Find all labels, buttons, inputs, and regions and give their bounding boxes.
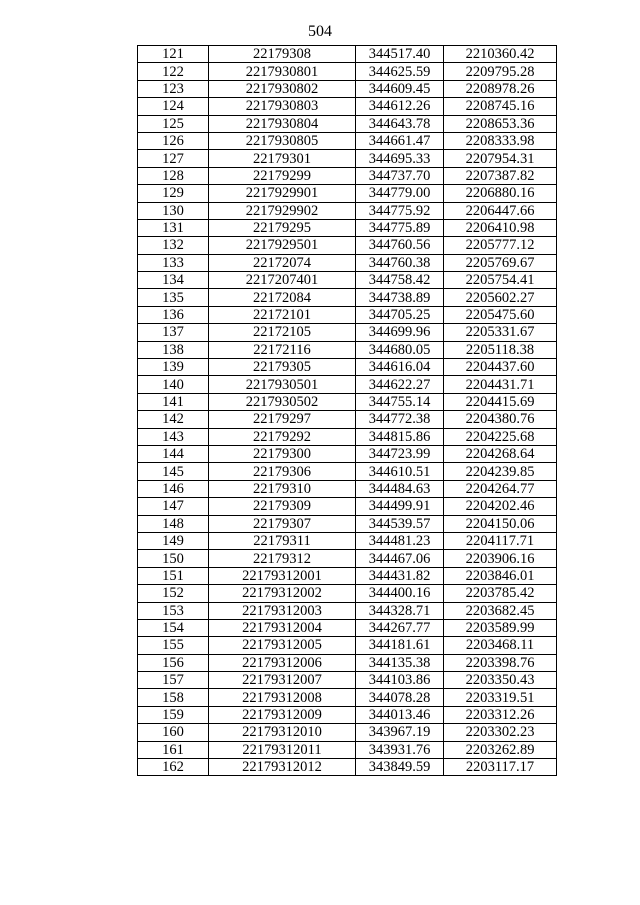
y-coordinate-cell: 2208333.98 — [444, 132, 557, 149]
point-id-cell: 22172105 — [209, 324, 356, 341]
row-number-cell: 134 — [138, 272, 209, 289]
y-coordinate-cell: 2208653.36 — [444, 115, 557, 132]
table-row — [138, 46, 557, 63]
row-number-cell: 161 — [138, 741, 209, 758]
x-coordinate-cell: 344431.82 — [356, 567, 444, 584]
y-coordinate-cell: 2205118.38 — [444, 341, 557, 358]
point-id-cell: 22179312004 — [209, 619, 356, 636]
row-number-cell: 151 — [138, 567, 209, 584]
row-number-cell: 125 — [138, 115, 209, 132]
row-number-cell: 128 — [138, 167, 209, 184]
row-number-cell: 150 — [138, 550, 209, 567]
x-coordinate-cell: 344078.28 — [356, 689, 444, 706]
x-coordinate-cell: 344815.86 — [356, 428, 444, 445]
point-id-cell: 22179312012 — [209, 759, 356, 776]
table-row — [138, 115, 557, 132]
y-coordinate-cell: 2206447.66 — [444, 202, 557, 219]
table-row — [138, 80, 557, 97]
x-coordinate-cell: 344737.70 — [356, 167, 444, 184]
y-coordinate-cell: 2203398.76 — [444, 654, 557, 671]
table-row — [138, 411, 557, 428]
point-id-cell: 2217929901 — [209, 185, 356, 202]
row-number-cell: 144 — [138, 445, 209, 462]
table-row — [138, 637, 557, 654]
x-coordinate-cell: 344738.89 — [356, 289, 444, 306]
point-id-cell: 2217930802 — [209, 80, 356, 97]
x-coordinate-cell: 344609.45 — [356, 80, 444, 97]
y-coordinate-cell: 2205777.12 — [444, 237, 557, 254]
x-coordinate-cell: 344517.40 — [356, 46, 444, 63]
point-id-cell: 22179308 — [209, 46, 356, 63]
x-coordinate-cell: 344661.47 — [356, 132, 444, 149]
point-id-cell: 22179300 — [209, 445, 356, 462]
table-row — [138, 689, 557, 706]
x-coordinate-cell: 344267.77 — [356, 619, 444, 636]
y-coordinate-cell: 2205475.60 — [444, 306, 557, 323]
table-row — [138, 619, 557, 636]
point-id-cell: 22179312008 — [209, 689, 356, 706]
y-coordinate-cell: 2203117.17 — [444, 759, 557, 776]
point-id-cell: 22179312010 — [209, 724, 356, 741]
row-number-cell: 133 — [138, 254, 209, 271]
page-number: 504 — [308, 23, 332, 40]
table-row — [138, 185, 557, 202]
x-coordinate-cell: 344481.23 — [356, 532, 444, 549]
y-coordinate-cell: 2209795.28 — [444, 63, 557, 80]
x-coordinate-cell: 344775.92 — [356, 202, 444, 219]
x-coordinate-cell: 344643.78 — [356, 115, 444, 132]
point-id-cell: 22179312 — [209, 550, 356, 567]
point-id-cell: 2217929501 — [209, 237, 356, 254]
y-coordinate-cell: 2203262.89 — [444, 741, 557, 758]
row-number-cell: 145 — [138, 463, 209, 480]
y-coordinate-cell: 2204239.85 — [444, 463, 557, 480]
x-coordinate-cell: 343849.59 — [356, 759, 444, 776]
table-row — [138, 376, 557, 393]
point-id-cell: 2217930801 — [209, 63, 356, 80]
row-number-cell: 142 — [138, 411, 209, 428]
point-id-cell: 22179299 — [209, 167, 356, 184]
point-id-cell: 22179309 — [209, 498, 356, 515]
x-coordinate-cell: 344760.38 — [356, 254, 444, 271]
table-row — [138, 480, 557, 497]
table-row — [138, 150, 557, 167]
point-id-cell: 22179305 — [209, 359, 356, 376]
y-coordinate-cell: 2204202.46 — [444, 498, 557, 515]
coordinates-table — [137, 45, 557, 776]
point-id-cell: 22179297 — [209, 411, 356, 428]
y-coordinate-cell: 2204380.76 — [444, 411, 557, 428]
x-coordinate-cell: 344760.56 — [356, 237, 444, 254]
table-row — [138, 498, 557, 515]
point-id-cell: 22179312011 — [209, 741, 356, 758]
table-row — [138, 654, 557, 671]
row-number-cell: 130 — [138, 202, 209, 219]
y-coordinate-cell: 2205754.41 — [444, 272, 557, 289]
y-coordinate-cell: 2204437.60 — [444, 359, 557, 376]
x-coordinate-cell: 344103.86 — [356, 672, 444, 689]
y-coordinate-cell: 2203785.42 — [444, 585, 557, 602]
y-coordinate-cell: 2203589.99 — [444, 619, 557, 636]
table-row — [138, 306, 557, 323]
x-coordinate-cell: 344616.04 — [356, 359, 444, 376]
y-coordinate-cell: 2206880.16 — [444, 185, 557, 202]
point-id-cell: 2217930501 — [209, 376, 356, 393]
x-coordinate-cell: 344755.14 — [356, 393, 444, 410]
table-row — [138, 272, 557, 289]
table-row — [138, 550, 557, 567]
row-number-cell: 124 — [138, 98, 209, 115]
row-number-cell: 139 — [138, 359, 209, 376]
x-coordinate-cell: 344539.57 — [356, 515, 444, 532]
table-row — [138, 63, 557, 80]
y-coordinate-cell: 2203468.11 — [444, 637, 557, 654]
x-coordinate-cell: 344612.26 — [356, 98, 444, 115]
point-id-cell: 22172116 — [209, 341, 356, 358]
row-number-cell: 136 — [138, 306, 209, 323]
point-id-cell: 2217930502 — [209, 393, 356, 410]
point-id-cell: 2217207401 — [209, 272, 356, 289]
point-id-cell: 2217929902 — [209, 202, 356, 219]
row-number-cell: 121 — [138, 46, 209, 63]
y-coordinate-cell: 2207387.82 — [444, 167, 557, 184]
y-coordinate-cell: 2203846.01 — [444, 567, 557, 584]
y-coordinate-cell: 2204225.68 — [444, 428, 557, 445]
point-id-cell: 2217930805 — [209, 132, 356, 149]
table-row — [138, 759, 557, 776]
x-coordinate-cell: 344775.89 — [356, 219, 444, 236]
table-row — [138, 237, 557, 254]
point-id-cell: 22179295 — [209, 219, 356, 236]
y-coordinate-cell: 2203302.23 — [444, 724, 557, 741]
point-id-cell: 22179312007 — [209, 672, 356, 689]
x-coordinate-cell: 344499.91 — [356, 498, 444, 515]
x-coordinate-cell: 344622.27 — [356, 376, 444, 393]
table-row — [138, 532, 557, 549]
row-number-cell: 122 — [138, 63, 209, 80]
row-number-cell: 159 — [138, 706, 209, 723]
point-id-cell: 22179312006 — [209, 654, 356, 671]
point-id-cell: 22179310 — [209, 480, 356, 497]
x-coordinate-cell: 343931.76 — [356, 741, 444, 758]
point-id-cell: 22179307 — [209, 515, 356, 532]
point-id-cell: 22172101 — [209, 306, 356, 323]
row-number-cell: 140 — [138, 376, 209, 393]
x-coordinate-cell: 344705.25 — [356, 306, 444, 323]
x-coordinate-cell: 344772.38 — [356, 411, 444, 428]
table-row — [138, 672, 557, 689]
x-coordinate-cell: 344758.42 — [356, 272, 444, 289]
row-number-cell: 137 — [138, 324, 209, 341]
row-number-cell: 160 — [138, 724, 209, 741]
point-id-cell: 22179312002 — [209, 585, 356, 602]
row-number-cell: 155 — [138, 637, 209, 654]
x-coordinate-cell: 344135.38 — [356, 654, 444, 671]
row-number-cell: 152 — [138, 585, 209, 602]
x-coordinate-cell: 344779.00 — [356, 185, 444, 202]
table-row — [138, 741, 557, 758]
row-number-cell: 153 — [138, 602, 209, 619]
point-id-cell: 22179312009 — [209, 706, 356, 723]
table-row — [138, 602, 557, 619]
table-row — [138, 428, 557, 445]
point-id-cell: 2217930804 — [209, 115, 356, 132]
y-coordinate-cell: 2204415.69 — [444, 393, 557, 410]
table-row — [138, 706, 557, 723]
table-row — [138, 289, 557, 306]
y-coordinate-cell: 2203319.51 — [444, 689, 557, 706]
table-row — [138, 324, 557, 341]
x-coordinate-cell: 344723.99 — [356, 445, 444, 462]
row-number-cell: 143 — [138, 428, 209, 445]
table-row — [138, 219, 557, 236]
y-coordinate-cell: 2203350.43 — [444, 672, 557, 689]
row-number-cell: 154 — [138, 619, 209, 636]
y-coordinate-cell: 2203312.26 — [444, 706, 557, 723]
x-coordinate-cell: 344181.61 — [356, 637, 444, 654]
y-coordinate-cell: 2203906.16 — [444, 550, 557, 567]
table-row — [138, 98, 557, 115]
row-number-cell: 147 — [138, 498, 209, 515]
table-row — [138, 463, 557, 480]
point-id-cell: 22179312005 — [209, 637, 356, 654]
table-row — [138, 202, 557, 219]
x-coordinate-cell: 344699.96 — [356, 324, 444, 341]
table-row — [138, 445, 557, 462]
x-coordinate-cell: 344400.16 — [356, 585, 444, 602]
row-number-cell: 149 — [138, 532, 209, 549]
row-number-cell: 156 — [138, 654, 209, 671]
coordinates-table-body — [138, 46, 557, 776]
y-coordinate-cell: 2204264.77 — [444, 480, 557, 497]
x-coordinate-cell: 344484.63 — [356, 480, 444, 497]
table-row — [138, 585, 557, 602]
y-coordinate-cell: 2205769.67 — [444, 254, 557, 271]
y-coordinate-cell: 2204431.71 — [444, 376, 557, 393]
row-number-cell: 126 — [138, 132, 209, 149]
y-coordinate-cell: 2207954.31 — [444, 150, 557, 167]
x-coordinate-cell: 344467.06 — [356, 550, 444, 567]
row-number-cell: 162 — [138, 759, 209, 776]
row-number-cell: 148 — [138, 515, 209, 532]
y-coordinate-cell: 2210360.42 — [444, 46, 557, 63]
table-row — [138, 341, 557, 358]
x-coordinate-cell: 344695.33 — [356, 150, 444, 167]
row-number-cell: 157 — [138, 672, 209, 689]
y-coordinate-cell: 2208745.16 — [444, 98, 557, 115]
point-id-cell: 22179301 — [209, 150, 356, 167]
row-number-cell: 138 — [138, 341, 209, 358]
row-number-cell: 132 — [138, 237, 209, 254]
table-row — [138, 359, 557, 376]
row-number-cell: 135 — [138, 289, 209, 306]
x-coordinate-cell: 344013.46 — [356, 706, 444, 723]
table-row — [138, 132, 557, 149]
row-number-cell: 127 — [138, 150, 209, 167]
x-coordinate-cell: 344625.59 — [356, 63, 444, 80]
point-id-cell: 22179311 — [209, 532, 356, 549]
point-id-cell: 22172074 — [209, 254, 356, 271]
row-number-cell: 131 — [138, 219, 209, 236]
table-row — [138, 167, 557, 184]
table-row — [138, 393, 557, 410]
point-id-cell: 22179312001 — [209, 567, 356, 584]
y-coordinate-cell: 2206410.98 — [444, 219, 557, 236]
row-number-cell: 158 — [138, 689, 209, 706]
y-coordinate-cell: 2203682.45 — [444, 602, 557, 619]
point-id-cell: 22179312003 — [209, 602, 356, 619]
x-coordinate-cell: 344328.71 — [356, 602, 444, 619]
y-coordinate-cell: 2205331.67 — [444, 324, 557, 341]
point-id-cell: 2217930803 — [209, 98, 356, 115]
row-number-cell: 129 — [138, 185, 209, 202]
table-row — [138, 515, 557, 532]
y-coordinate-cell: 2204268.64 — [444, 445, 557, 462]
row-number-cell: 141 — [138, 393, 209, 410]
table-row — [138, 567, 557, 584]
table-row — [138, 724, 557, 741]
x-coordinate-cell: 343967.19 — [356, 724, 444, 741]
row-number-cell: 123 — [138, 80, 209, 97]
point-id-cell: 22179306 — [209, 463, 356, 480]
y-coordinate-cell: 2205602.27 — [444, 289, 557, 306]
point-id-cell: 22172084 — [209, 289, 356, 306]
y-coordinate-cell: 2208978.26 — [444, 80, 557, 97]
table-row — [138, 254, 557, 271]
point-id-cell: 22179292 — [209, 428, 356, 445]
y-coordinate-cell: 2204117.71 — [444, 532, 557, 549]
x-coordinate-cell: 344680.05 — [356, 341, 444, 358]
x-coordinate-cell: 344610.51 — [356, 463, 444, 480]
y-coordinate-cell: 2204150.06 — [444, 515, 557, 532]
row-number-cell: 146 — [138, 480, 209, 497]
